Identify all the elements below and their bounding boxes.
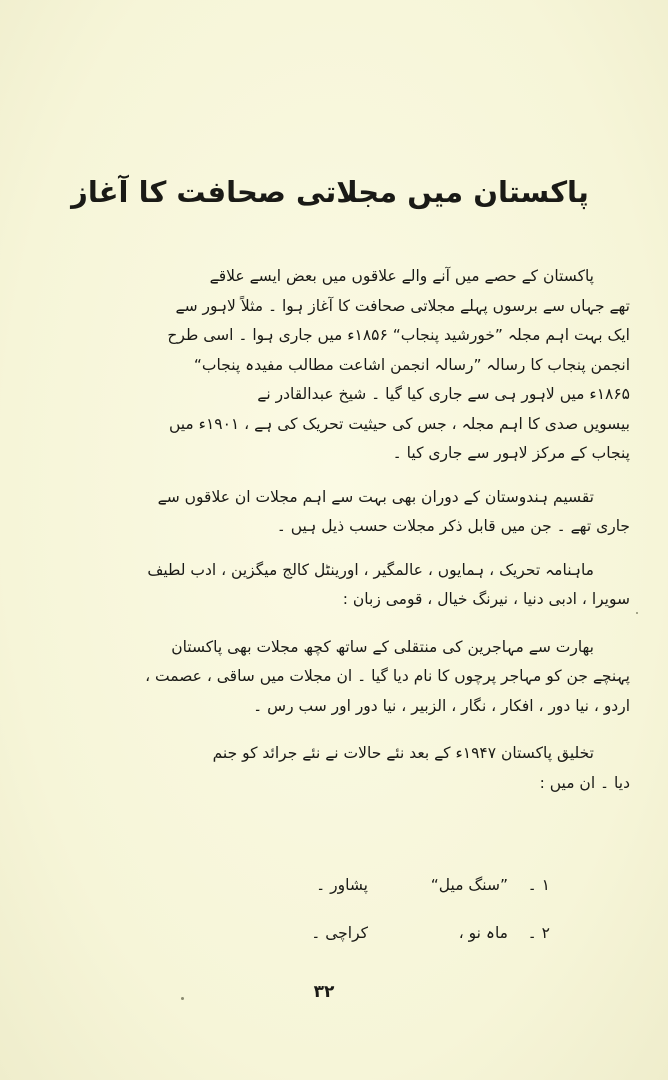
list-number: ۲ ۔ <box>527 924 550 942</box>
scan-speck <box>636 612 638 614</box>
list-item <box>0 876 668 906</box>
text-line: تھے جہاں سے برسوں پہلے مجلاتی صحافت کا آغاز ہوا ۔ مثلاً لاہور سے <box>175 296 630 315</box>
paragraph-5 <box>40 739 630 798</box>
text-line: بیسویں صدی کا اہم مجلہ ، جس کی حیثیت تحریک کی ہے ، ۱۹۰۱ء میں <box>168 414 630 433</box>
paragraph-4 <box>40 633 630 722</box>
text-line: پہنچے جن کو مہاجر پرچوں کا نام دیا گیا ۔ ان مجلات میں ساقی ، عصمت ، <box>145 667 630 685</box>
text-line: ۱۸۶۵ء میں لاہور ہی سے جاری کیا گیا ۔ شیخ عبدالقادر نے <box>257 385 630 403</box>
magazine-city: کراچی ۔ <box>311 924 368 942</box>
text-line: تقسیم ہندوستان کے دوران بھی بہت سے اہم مجلات ان علاقوں سے <box>157 487 594 506</box>
text-line: بھارت سے مہاجرین کی منتقلی کے ساتھ کچھ مجلات بھی پاکستان <box>171 637 594 656</box>
text-line: ایک بہت اہم مجلہ ”خورشید پنجاب“ ۱۸۵۶ء میں جاری ہوا ۔ اسی طرح <box>167 326 630 344</box>
text-line: تخلیق پاکستان ۱۹۴۷ء کے بعد نئے حالات نے نئے جرائد کو جنم <box>212 744 594 762</box>
text-line: سویرا ، ادبی دنیا ، نیرنگ خیال ، قومی زبان : <box>342 590 630 608</box>
list-number: ۱ ۔ <box>527 876 550 894</box>
paragraph-1 <box>40 262 630 469</box>
body-text <box>40 262 630 798</box>
paragraph-3 <box>40 556 630 615</box>
page-number: ۳۲ <box>313 982 335 1002</box>
list-item <box>0 924 668 954</box>
magazine-city: پشاور ۔ <box>316 876 368 894</box>
text-line: پنجاب کے مرکز لاہور سے جاری کیا ۔ <box>392 444 630 462</box>
page-title: پاکستان میں مجلاتی صحافت کا آغاز <box>71 175 589 209</box>
text-line: اردو ، نیا دور ، افکار ، نگار ، الزبیر ، نیا دور اور سب رس ۔ <box>253 696 630 715</box>
text-line: پاکستان کے حصے میں آنے والے علاقوں میں بعض ایسے علاقے <box>209 267 594 285</box>
text-line: دیا ۔ ان میں : <box>539 773 630 792</box>
text-line: ماہنامہ تحریک ، ہمایوں ، عالمگیر ، اورینٹل کالج میگزین ، ادب لطیف <box>147 560 594 579</box>
text-line: جاری تھے ۔ جن میں قابل ذکر مجلات حسب ذیل ہیں ۔ <box>276 517 630 535</box>
magazine-name: ماہ نو ، <box>458 924 508 942</box>
scan-speck <box>181 997 184 1000</box>
magazine-name: ”سنگ میل“ <box>430 876 508 894</box>
paragraph-2 <box>40 483 630 542</box>
text-line: انجمن پنجاب کا رسالہ ”رسالہ انجمن اشاعت مطالب مفیدہ پنجاب“ <box>193 355 630 374</box>
